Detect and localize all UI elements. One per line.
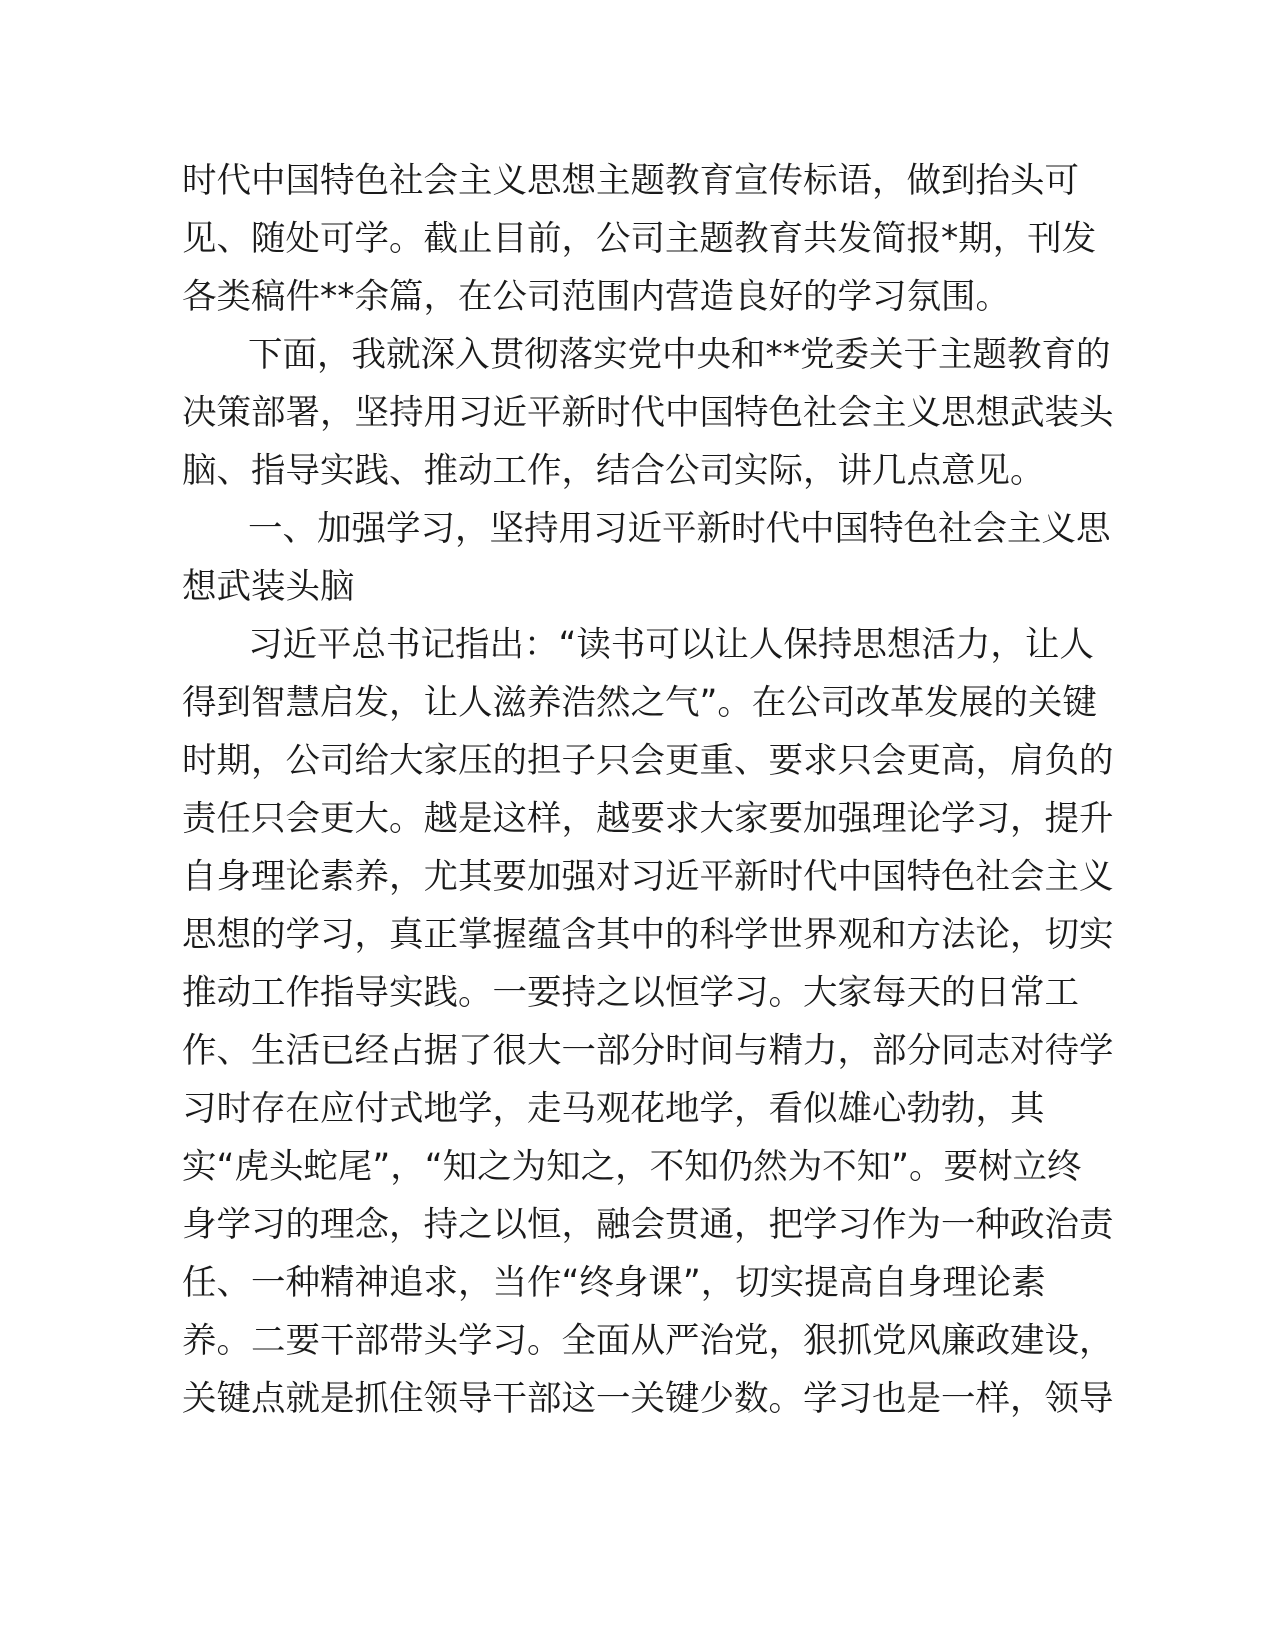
text-line: 见、随处可学。截止目前，公司主题教育共发简报*期，刊发 (182, 219, 1097, 259)
text-line: 养。二要干部带头学习。全面从严治党，狠抓党风廉政建设， (182, 1321, 1114, 1361)
section-heading: 一、加强学习，坚持用习近平新时代中国特色社会主义思 (248, 509, 1111, 549)
text-line: 思想的学习，真正掌握蕴含其中的科学世界观和方法论，切实 (182, 915, 1114, 955)
text-line: 习时存在应付式地学，走马观花地学，看似雄心勃勃，其 (182, 1089, 1045, 1129)
text-line: 关键点就是抓住领导干部这一关键少数。学习也是一样，领导 (182, 1379, 1114, 1419)
text-line: 时代中国特色社会主义思想主题教育宣传标语，做到抬头可 (182, 161, 1079, 201)
text-line: 脑、指导实践、推动工作，结合公司实际，讲几点意见。 (182, 451, 1045, 491)
text-line: 时期，公司给大家压的担子只会更重、要求只会更高，肩负的 (182, 741, 1114, 781)
paragraph-first-line: 习近平总书记指出：“读书可以让人保持思想活力，让人 (248, 625, 1094, 665)
section-heading-continued: 想武装头脑 (182, 567, 355, 607)
text-line: 身学习的理念，持之以恒，融会贯通，把学习作为一种政治责 (182, 1205, 1114, 1245)
text-line: 决策部署，坚持用习近平新时代中国特色社会主义思想武装头 (182, 393, 1114, 433)
text-line: 得到智慧启发，让人滋养浩然之气”。在公司改革发展的关键 (182, 683, 1097, 723)
text-line: 推动工作指导实践。一要持之以恒学习。大家每天的日常工 (182, 973, 1079, 1013)
paragraph-first-line: 下面，我就深入贯彻落实党中央和**党委关于主题教育的 (248, 335, 1111, 375)
text-line: 作、生活已经占据了很大一部分时间与精力，部分同志对待学 (182, 1031, 1114, 1071)
text-line: 责任只会更大。越是这样，越要求大家要加强理论学习，提升 (182, 799, 1114, 839)
text-line: 任、一种精神追求，当作“终身课”，切实提高自身理论素 (182, 1263, 1046, 1303)
text-line: 各类稿件**余篇，在公司范围内营造良好的学习氛围。 (182, 277, 1010, 317)
document-body (182, 152, 1114, 1428)
text-line: 实“虎头蛇尾”，“知之为知之，不知仍然为不知”。要树立终 (182, 1147, 1082, 1187)
text-line: 自身理论素养，尤其要加强对习近平新时代中国特色社会主义 (182, 857, 1114, 897)
